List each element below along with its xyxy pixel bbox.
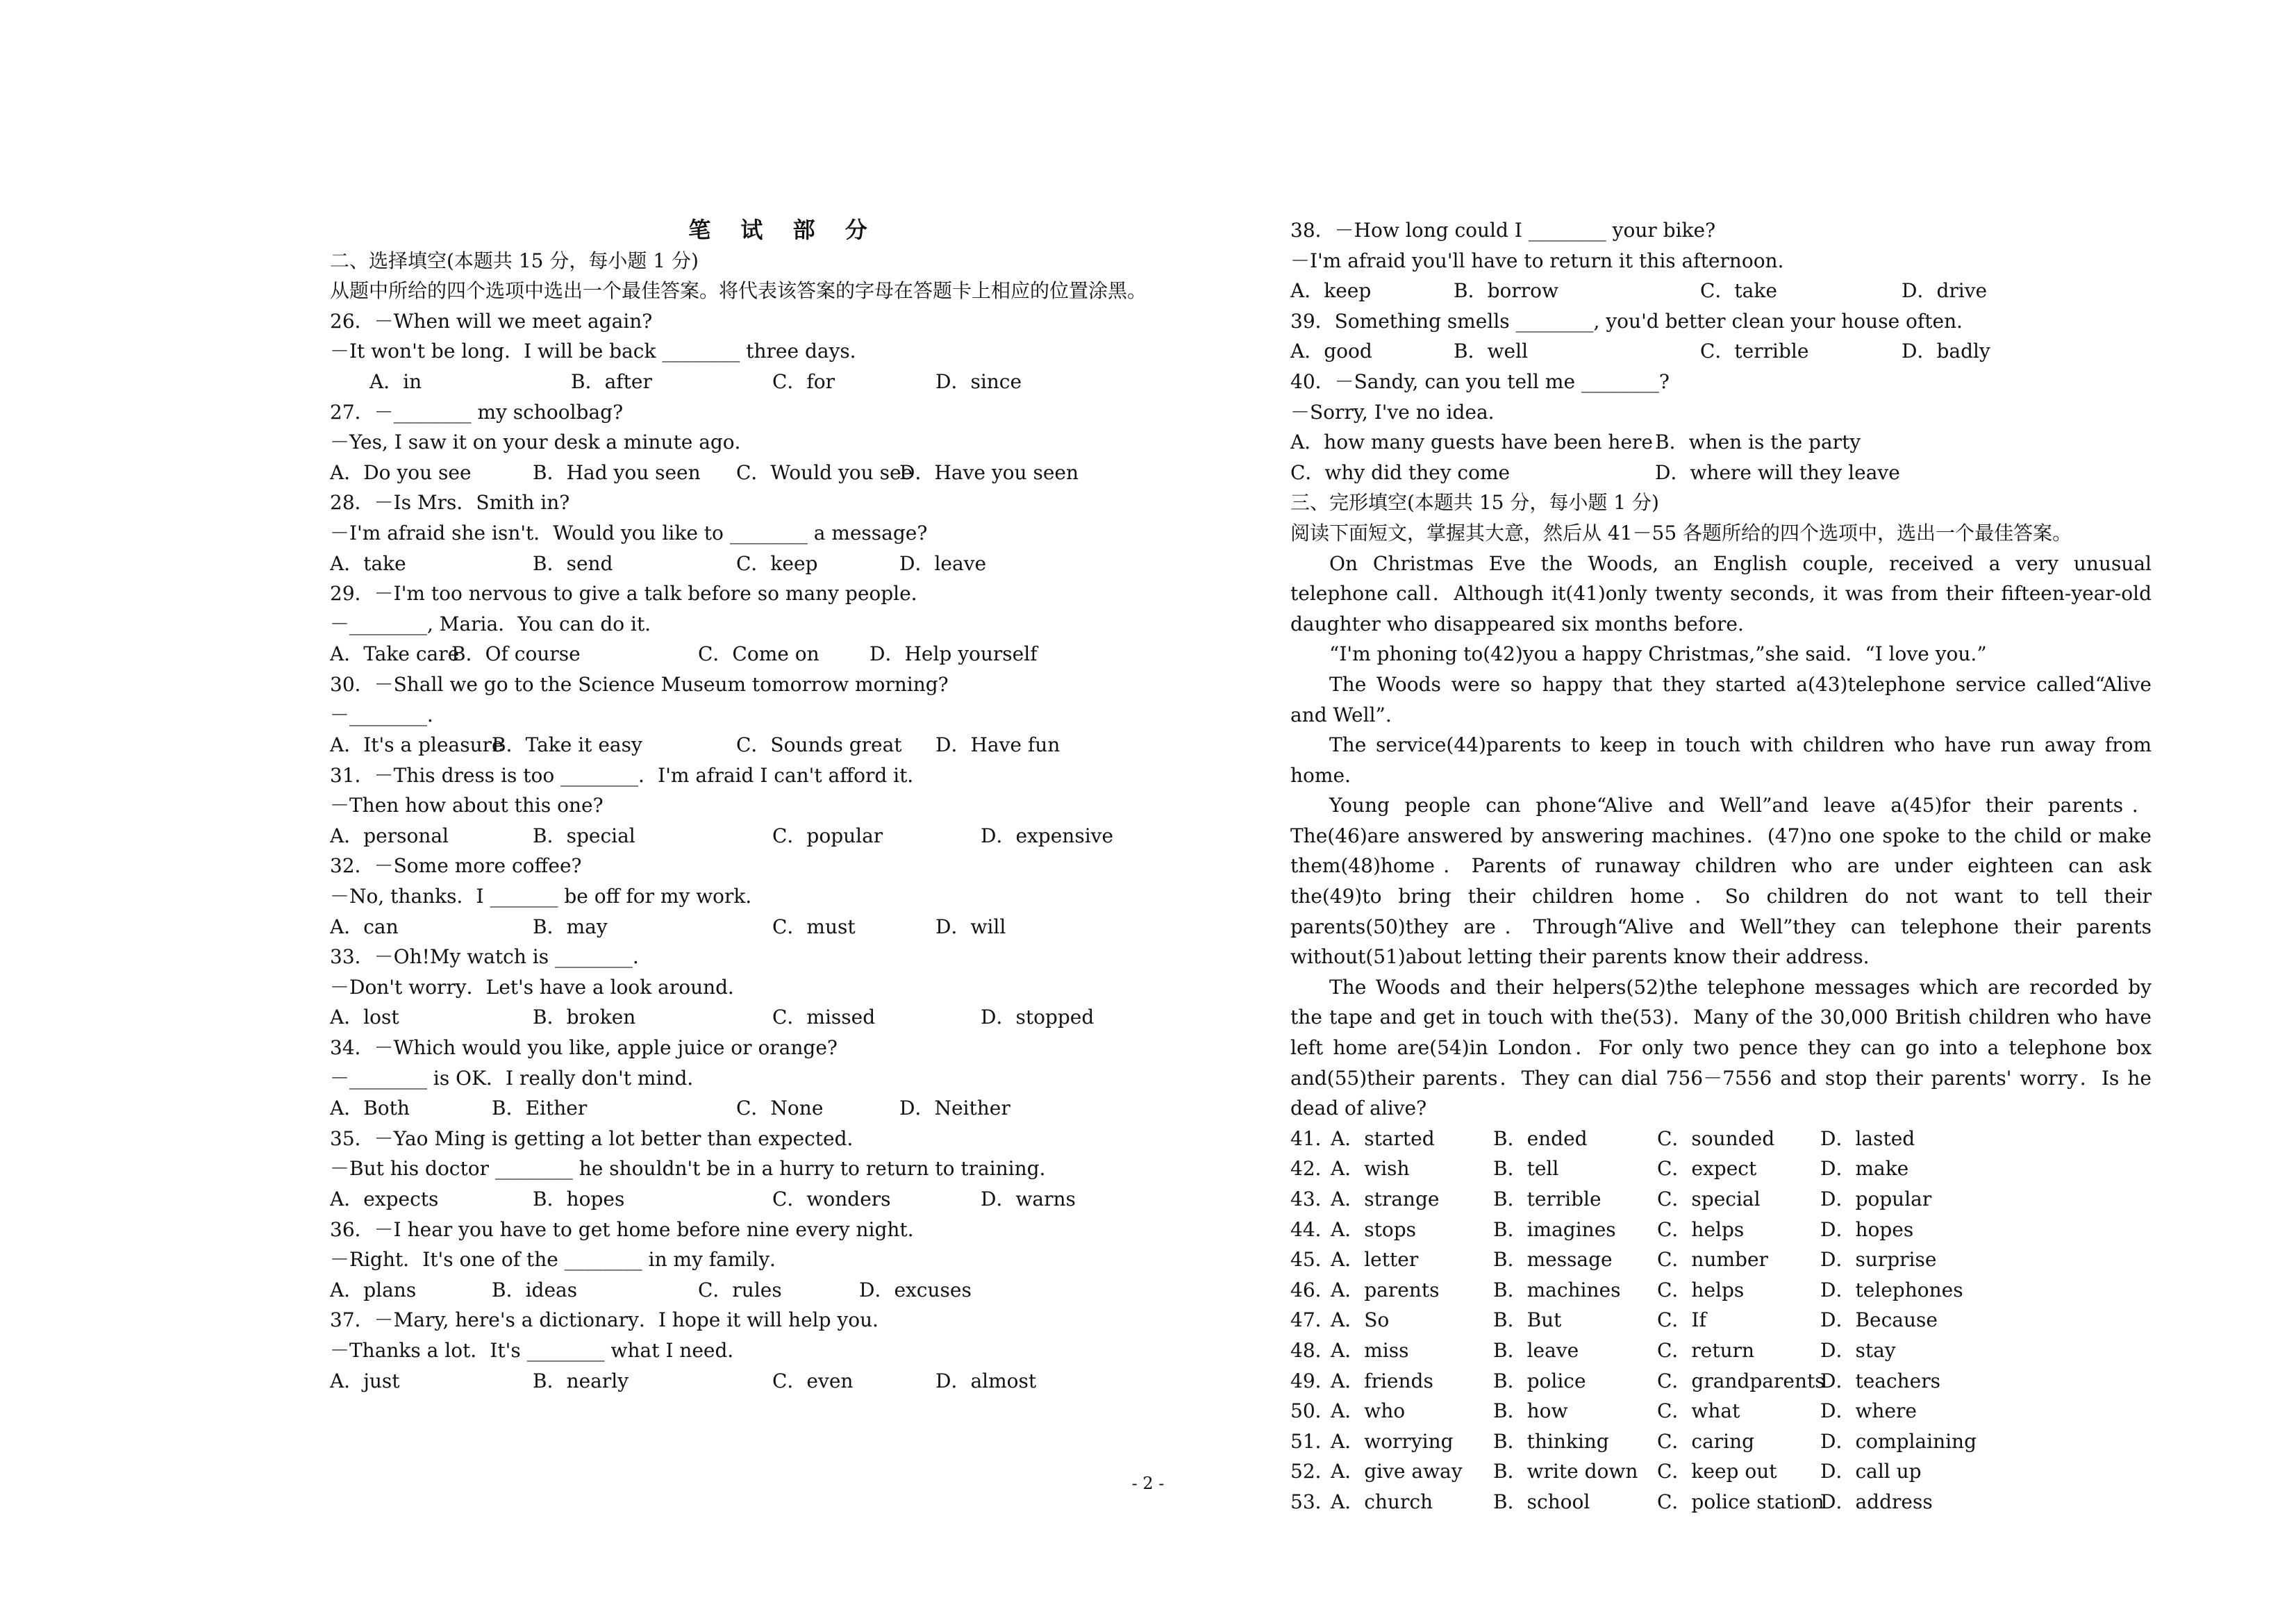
passage-paragraph-4: The service(44)parents to keep in touch with children who have run away from home. [1290,733,2152,787]
question-29-reply: －________, Maria．You can do it． [330,612,665,635]
question-30-reply: －________． [330,703,447,726]
option-a: A．Both [330,1097,410,1120]
option-d: D．will [935,915,1006,938]
option-b: B．tell [1493,1157,1559,1181]
cloze-number: 50． [1290,1399,1335,1423]
option-d: D．address [1820,1490,1933,1513]
cloze-passage [1290,549,2152,1124]
option-d: D．complaining [1820,1429,1977,1453]
option-a: A．It's a pleasure [330,733,504,757]
option-c: C．even [772,1369,854,1392]
option-b: B．But [1493,1308,1562,1332]
question-30-prompt: 30．－Shall we go to the Science Museum tomorrow morning? [330,672,949,696]
option-d: D．stopped [981,1006,1095,1029]
option-c: C．wonders [772,1188,891,1210]
option-c: C．keep out [1657,1460,1777,1483]
option-c: C．take [1700,279,1777,303]
option-d: D．stay [1820,1338,1896,1362]
question-39-prompt: 39．Something smells ________, you'd better clean your house often． [1290,309,1977,333]
option-a: A．how many guests have been here [1290,431,1653,454]
page-number: - 2 - [1131,1474,1165,1493]
option-c: C．special [1657,1188,1761,1210]
option-c: C．popular [772,824,883,847]
cloze-options [1290,1124,2152,1517]
left-column [330,215,1226,1396]
option-b: B．may [533,915,608,938]
option-b: B．leave [1493,1338,1579,1362]
cloze-45 [1290,1245,2152,1275]
option-d: D．popular [1820,1188,1932,1210]
option-a: A．lost [330,1006,399,1029]
option-b: B．ended [1493,1126,1588,1150]
option-c: C．why did they come [1290,460,1511,484]
option-b: B．imagines [1493,1217,1616,1241]
cloze-51 [1290,1426,2152,1457]
option-a: A．friends [1331,1369,1433,1392]
question-32-reply: －No, thanks．I _______ be off for my work． [330,885,765,908]
right-column [1290,215,2152,1517]
question-37-reply: －Thanks a lot．It's ________ what I need． [330,1338,747,1362]
question-31-options [330,821,1226,851]
cloze-49 [1290,1366,2152,1397]
option-d: D．Help yourself [870,642,1038,666]
option-c: C．expect [1657,1157,1757,1181]
option-d: D．where will they leave [1655,460,1900,484]
section-3-instruction: 阅读下面短文，掌握其大意，然后从 41－55 各题所给的四个选项中，选出一个最佳答案。 [1290,521,2072,544]
question-34-options [330,1093,1226,1124]
option-c: C．grandparents [1657,1369,1825,1392]
option-c: C．return [1657,1338,1755,1362]
option-d: D．make [1820,1157,1909,1181]
passage-paragraph-1: On Christmas Eve the Woods, an English couple, received a very unusual telephone call．Although it(41)only twenty seconds, it was from their fifteen-year-old daughter who disappeared six months before. [1290,551,2152,635]
option-a: A．strange [1331,1188,1440,1210]
question-27-reply: －Yes, I saw it on your desk a minute ago． [330,431,754,454]
cloze-number: 41． [1290,1126,1335,1150]
option-c: C．rules [698,1278,782,1301]
option-c: C．police station [1657,1490,1824,1513]
section-3-heading: 三、完形填空(本题共 15 分，每小题 1 分) [1290,491,1659,515]
option-c: C．number [1657,1248,1768,1272]
question-35-reply: －But his doctor ________ he shouldn't be in a hurry to return to training． [330,1157,1059,1181]
option-b: B．Take it easy [492,733,642,757]
question-37-prompt: 37．－Mary, here's a dictionary．I hope it will help you． [330,1308,892,1332]
passage-paragraph-6: The Woods and their helpers(52)the telephone messages which are recorded by the tape and get in touch with the(53)．Many of the 30,000 British children who have left home are(54)in London．For only two pence they can go into a telephone box and(55)their parents．They can dial 756－7556 and stop their parents' worry．Is he dead of alive? [1290,975,2152,1120]
option-c: C．Come on [698,642,820,666]
option-a: A．plans [330,1278,417,1301]
option-d: D．drive [1902,279,1988,303]
option-c: C．what [1657,1399,1740,1423]
passage-paragraph-5: Young people can phone“Alive and Well”and leave a(45)for their parents．The(46)are answered by answering machines．(47)no one spoke to the child or make them(48)home．Parents of runaway children who are under eighteen can ask the(49)to bring their children home．So children do not want to tell their parents(50)they are．Through“Alive and Well”they can telephone their parents without(51)about letting their parents know their address. [1290,794,2152,969]
cloze-number: 47． [1290,1308,1335,1332]
option-d: D．warns [981,1188,1076,1210]
question-26-options [330,367,1226,397]
question-31-reply: －Then how about this one? [330,794,604,817]
option-c: C．sounded [1657,1126,1775,1150]
question-36-reply: －Right．It's one of the ________ in my family． [330,1248,790,1272]
option-c: C．None [736,1097,824,1120]
option-d: D．where [1820,1399,1917,1423]
option-a: A．take [330,551,406,575]
option-a: A．give away [1331,1460,1463,1483]
option-c: C．helps [1657,1278,1745,1301]
option-d: D．call up [1820,1460,1922,1483]
question-40-options-row1 [1290,427,2152,458]
option-d: D．Have you seen [899,460,1079,484]
option-b: B．machines [1493,1278,1621,1301]
option-a: A．personal [330,824,449,847]
option-a: A．who [1331,1399,1406,1423]
question-34-prompt: 34．－Which would you like, apple juice or orange? [330,1036,838,1060]
option-b: B．well [1454,340,1529,363]
cloze-number: 53． [1290,1490,1335,1513]
option-a: A．good [1290,340,1372,363]
option-d: D．since [935,369,1022,393]
option-c: C．If [1657,1308,1706,1332]
question-36-options [330,1275,1226,1306]
option-d: D．expensive [981,824,1114,847]
option-c: C．caring [1657,1429,1755,1453]
question-39-options [1290,336,2152,367]
question-28-reply: －I'm afraid she isn't．Would you like to ________ a message? [330,521,928,544]
option-a: A．church [1331,1490,1433,1513]
option-a: A．started [1331,1126,1435,1150]
passage-paragraph-3: The Woods were so happy that they started a(43)telephone service called“Alive and Well”. [1290,672,2152,726]
question-35-prompt: 35．－Yao Ming is getting a lot better than expected． [330,1126,867,1150]
question-33-reply: －Don't worry．Let's have a look around． [330,975,748,999]
question-37-options [330,1366,1226,1397]
option-b: B．after [571,369,652,393]
cloze-number: 42． [1290,1157,1335,1181]
option-c: C．must [772,915,856,938]
option-b: B．send [533,551,613,575]
question-28-options [330,549,1226,579]
option-b: B．police [1493,1369,1586,1392]
option-a: A．worrying [1331,1429,1454,1453]
option-a: A．wish [1331,1157,1410,1181]
option-b: B．borrow [1454,279,1558,303]
option-b: B．how [1493,1399,1568,1423]
option-a: A．expects [330,1188,439,1210]
cloze-41 [1290,1124,2152,1154]
question-27-prompt: 27．－________ my schoolbag? [330,400,624,424]
option-a: A．Do you see [330,460,472,484]
question-29-options [330,639,1226,669]
option-b: B．special [533,824,635,847]
option-b: B．message [1493,1248,1613,1272]
option-b: B．Had you seen [533,460,701,484]
option-d: D．telephones [1820,1278,1963,1301]
question-40-prompt: 40．－Sandy, can you tell me ________? [1290,369,1670,393]
cloze-43 [1290,1184,2152,1215]
cloze-number: 52． [1290,1460,1335,1483]
option-b: B．Either [492,1097,588,1120]
option-d: D．hopes [1820,1217,1914,1241]
option-a: A．in [369,369,422,393]
option-d: D．Neither [899,1097,1010,1120]
option-a: A．parents [1331,1278,1440,1301]
option-d: D．excuses [859,1278,972,1301]
option-c: C．terrible [1700,340,1809,363]
question-36-prompt: 36．－I hear you have to get home before nine every night． [330,1217,927,1241]
option-b: B．broken [533,1006,636,1029]
cloze-42 [1290,1154,2152,1184]
question-29-prompt: 29．－I'm too nervous to give a talk before so many people． [330,582,931,606]
question-38-prompt: 38．－How long could I ________ your bike? [1290,219,1716,242]
question-38-options [1290,276,2152,306]
option-d: D．badly [1902,340,1990,363]
option-c: C．Would you see [736,460,913,484]
option-a: A．Take care [330,642,460,666]
option-d: D．almost [935,1369,1037,1392]
option-d: D．leave [899,551,987,575]
option-a: A．can [330,915,399,938]
option-b: B．write down [1493,1460,1638,1483]
question-34-reply: －________ is OK．I really don't mind． [330,1066,707,1090]
cloze-number: 48． [1290,1338,1335,1362]
question-40-reply: －Sorry, I've no idea． [1290,400,1508,424]
option-b: B．when is the party [1655,431,1861,454]
question-27-options [330,458,1226,488]
question-35-options [330,1184,1226,1215]
option-b: B．thinking [1493,1429,1609,1453]
option-a: A．letter [1331,1248,1419,1272]
option-d: D．Because [1820,1308,1938,1332]
question-28-prompt: 28．－Is Mrs．Smith in? [330,491,570,515]
option-c: C．Sounds great [736,733,902,757]
question-30-options [330,730,1226,760]
option-b: B．ideas [492,1278,578,1301]
question-33-prompt: 33．－Oh!My watch is ________． [330,945,653,969]
cloze-number: 49． [1290,1369,1335,1392]
question-33-options [330,1002,1226,1033]
cloze-number: 44． [1290,1217,1335,1241]
question-32-prompt: 32．－Some more coffee? [330,854,582,878]
option-d: D．Have fun [935,733,1060,757]
cloze-48 [1290,1335,2152,1366]
passage-paragraph-2: “I'm phoning to(42)you a happy Christmas,”she said．“I love you.” [1329,642,1987,666]
option-a: A．stops [1331,1217,1416,1241]
cloze-number: 51． [1290,1429,1335,1453]
option-c: C．for [772,369,835,393]
option-a: A．So [1331,1308,1390,1332]
page-title: 笔 试 部 分 [688,217,879,243]
section-2-instruction: 从题中所给的四个选项中选出一个最佳答案。将代表该答案的字母在答题卡上相应的位置涂黑。 [330,279,1147,303]
option-d: D．surprise [1820,1248,1937,1272]
option-b: B．Of course [451,642,581,666]
option-b: B．hopes [533,1188,625,1210]
option-c: C．keep [736,551,818,575]
question-40-options-row2 [1290,458,2152,488]
cloze-number: 45． [1290,1248,1335,1272]
option-d: D．lasted [1820,1126,1915,1150]
question-26-reply: －It won't be long．I will be back ________ three days． [330,340,870,363]
cloze-44 [1290,1215,2152,1245]
option-b: B．terrible [1493,1188,1602,1210]
cloze-number: 43． [1290,1188,1335,1210]
option-a: A．keep [1290,279,1372,303]
cloze-50 [1290,1396,2152,1426]
question-38-reply: －I'm afraid you'll have to return it this afternoon． [1290,249,1797,272]
question-32-options [330,912,1226,942]
option-c: C．helps [1657,1217,1745,1241]
cloze-46 [1290,1275,2152,1306]
option-a: A．just [330,1369,400,1392]
option-b: B．school [1493,1490,1590,1513]
option-c: C．missed [772,1006,876,1029]
section-2-heading: 二、选择填空(本题共 15 分，每小题 1 分) [330,249,699,272]
cloze-47 [1290,1305,2152,1335]
cloze-number: 46． [1290,1278,1335,1301]
question-31-prompt: 31．－This dress is too ________．I'm afraid I can't afford it． [330,763,927,787]
option-d: D．teachers [1820,1369,1941,1392]
option-b: B．nearly [533,1369,629,1392]
question-26-prompt: 26．－When will we meet again? [330,309,653,333]
option-a: A．miss [1331,1338,1409,1362]
